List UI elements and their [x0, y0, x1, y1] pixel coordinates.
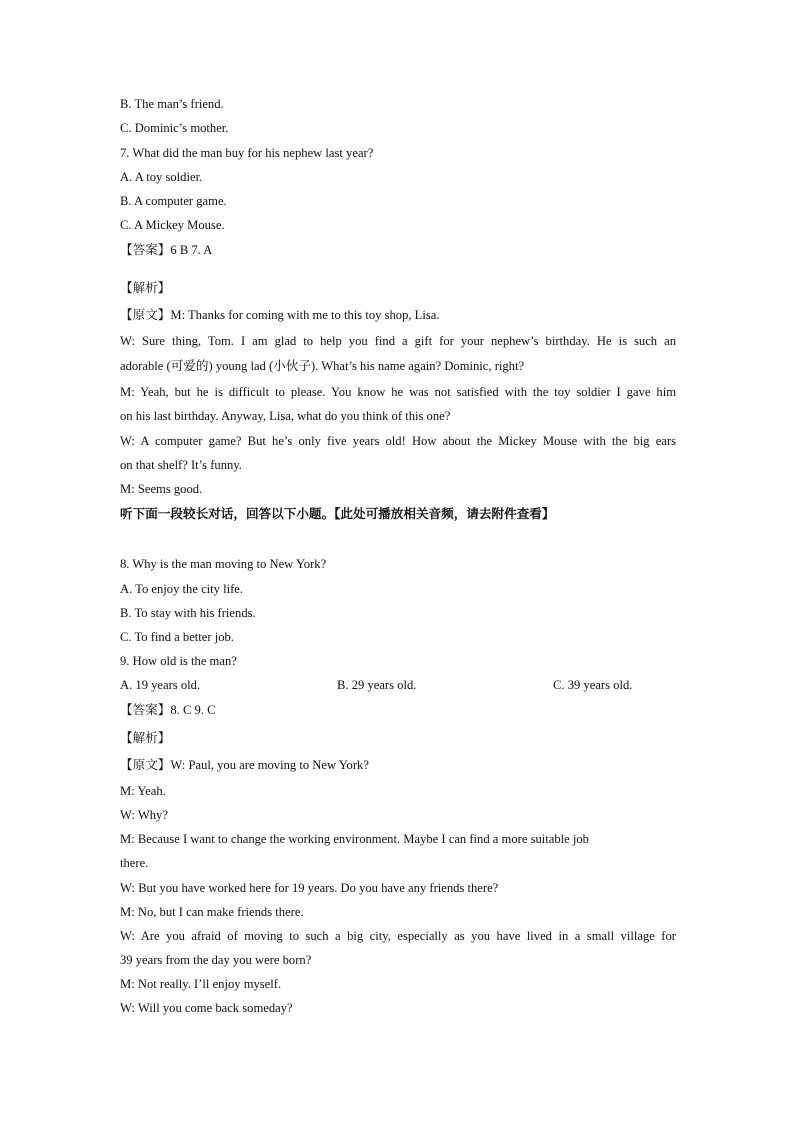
transcript-2-line-5: there. [120, 856, 149, 870]
transcript-1-line-4: M: Yeah, but he is difficult to please. You know he was not satisfied with the toy soldier I gave him [120, 385, 676, 399]
transcript-1-line-1 [120, 307, 676, 323]
q5-option-b: B. The man’s friend. [120, 97, 224, 111]
q7-option-a: A. A toy soldier. [120, 170, 203, 184]
transcript-2-line-11: W: Will you come back someday? [120, 1001, 293, 1015]
question-7: 7. What did the man buy for his nephew last year? [120, 146, 374, 160]
transcript-label: 【原文】 [120, 307, 171, 322]
q7-option-c: C. A Mickey Mouse. [120, 218, 225, 232]
q5-option-c: C. Dominic’s mother. [120, 121, 229, 135]
listening-instruction: 听下面一段较长对话，回答以下小题。【此处可播放相关音频，请去附件查看】 [120, 506, 555, 521]
analysis-heading-2: 【解析】 [120, 730, 171, 745]
transcript-2-line-2: M: Yeah. [120, 784, 166, 798]
transcript-2-line-1 [120, 757, 676, 773]
transcript-1-line-5: on his last birthday. Anyway, Lisa, what do you think of this one? [120, 409, 451, 423]
transcript-2-line-9: 39 years from the day you were born? [120, 953, 312, 967]
transcript-2-line-6: W: But you have worked here for 19 years. Do you have any friends there? [120, 881, 499, 895]
transcript-1-line-3: adorable (可爱的) young lad (小伙子). What’s his name again? Dominic, right? [120, 359, 525, 373]
q9-option-b: B. 29 years old. [337, 678, 417, 692]
q8-option-a: A. To enjoy the city life. [120, 582, 244, 596]
q9-option-c: C. 39 years old. [553, 678, 633, 692]
answer-text: 6 B 7. A [170, 243, 213, 257]
answer-text: 8. C 9. C [170, 703, 216, 717]
transcript-2-line-3: W: Why? [120, 808, 168, 822]
transcript-2-line-7: M: No, but I can make friends there. [120, 905, 304, 919]
answer-label: 【答案】 [120, 242, 171, 257]
q7-option-b: B. A computer game. [120, 194, 227, 208]
q8-option-b: B. To stay with his friends. [120, 606, 256, 620]
answer-line-2 [120, 702, 676, 718]
question-8: 8. Why is the man moving to New York? [120, 557, 327, 571]
answer-label: 【答案】 [120, 702, 171, 717]
q8-option-c: C. To find a better job. [120, 630, 234, 644]
analysis-heading-1: 【解析】 [120, 280, 171, 295]
question-9: 9. How old is the man? [120, 654, 237, 668]
q9-option-a: A. 19 years old. [120, 678, 201, 692]
transcript-2-line-10: M: Not really. I’ll enjoy myself. [120, 977, 282, 991]
answer-line-1 [120, 242, 676, 258]
transcript-1-line-8: M: Seems good. [120, 482, 203, 496]
transcript-1-line-7: on that shelf? It’s funny. [120, 458, 242, 472]
transcript-2-line-8: W: Are you afraid of moving to such a big city, especially as you have lived in a small village for [120, 929, 676, 943]
transcript-text: W: Paul, you are moving to New York? [170, 758, 369, 772]
transcript-label: 【原文】 [120, 757, 171, 772]
transcript-2-line-4: M: Because I want to change the working environment. Maybe I can find a more suitable job [120, 832, 589, 846]
transcript-1-line-2: W: Sure thing, Tom. I am glad to help you find a gift for your nephew’s birthday. He is such an [120, 334, 676, 348]
transcript-text: M: Thanks for coming with me to this toy shop, Lisa. [170, 308, 440, 322]
transcript-1-line-6: W: A computer game? But he’s only five years old! How about the Mickey Mouse with the big ears [120, 434, 676, 448]
